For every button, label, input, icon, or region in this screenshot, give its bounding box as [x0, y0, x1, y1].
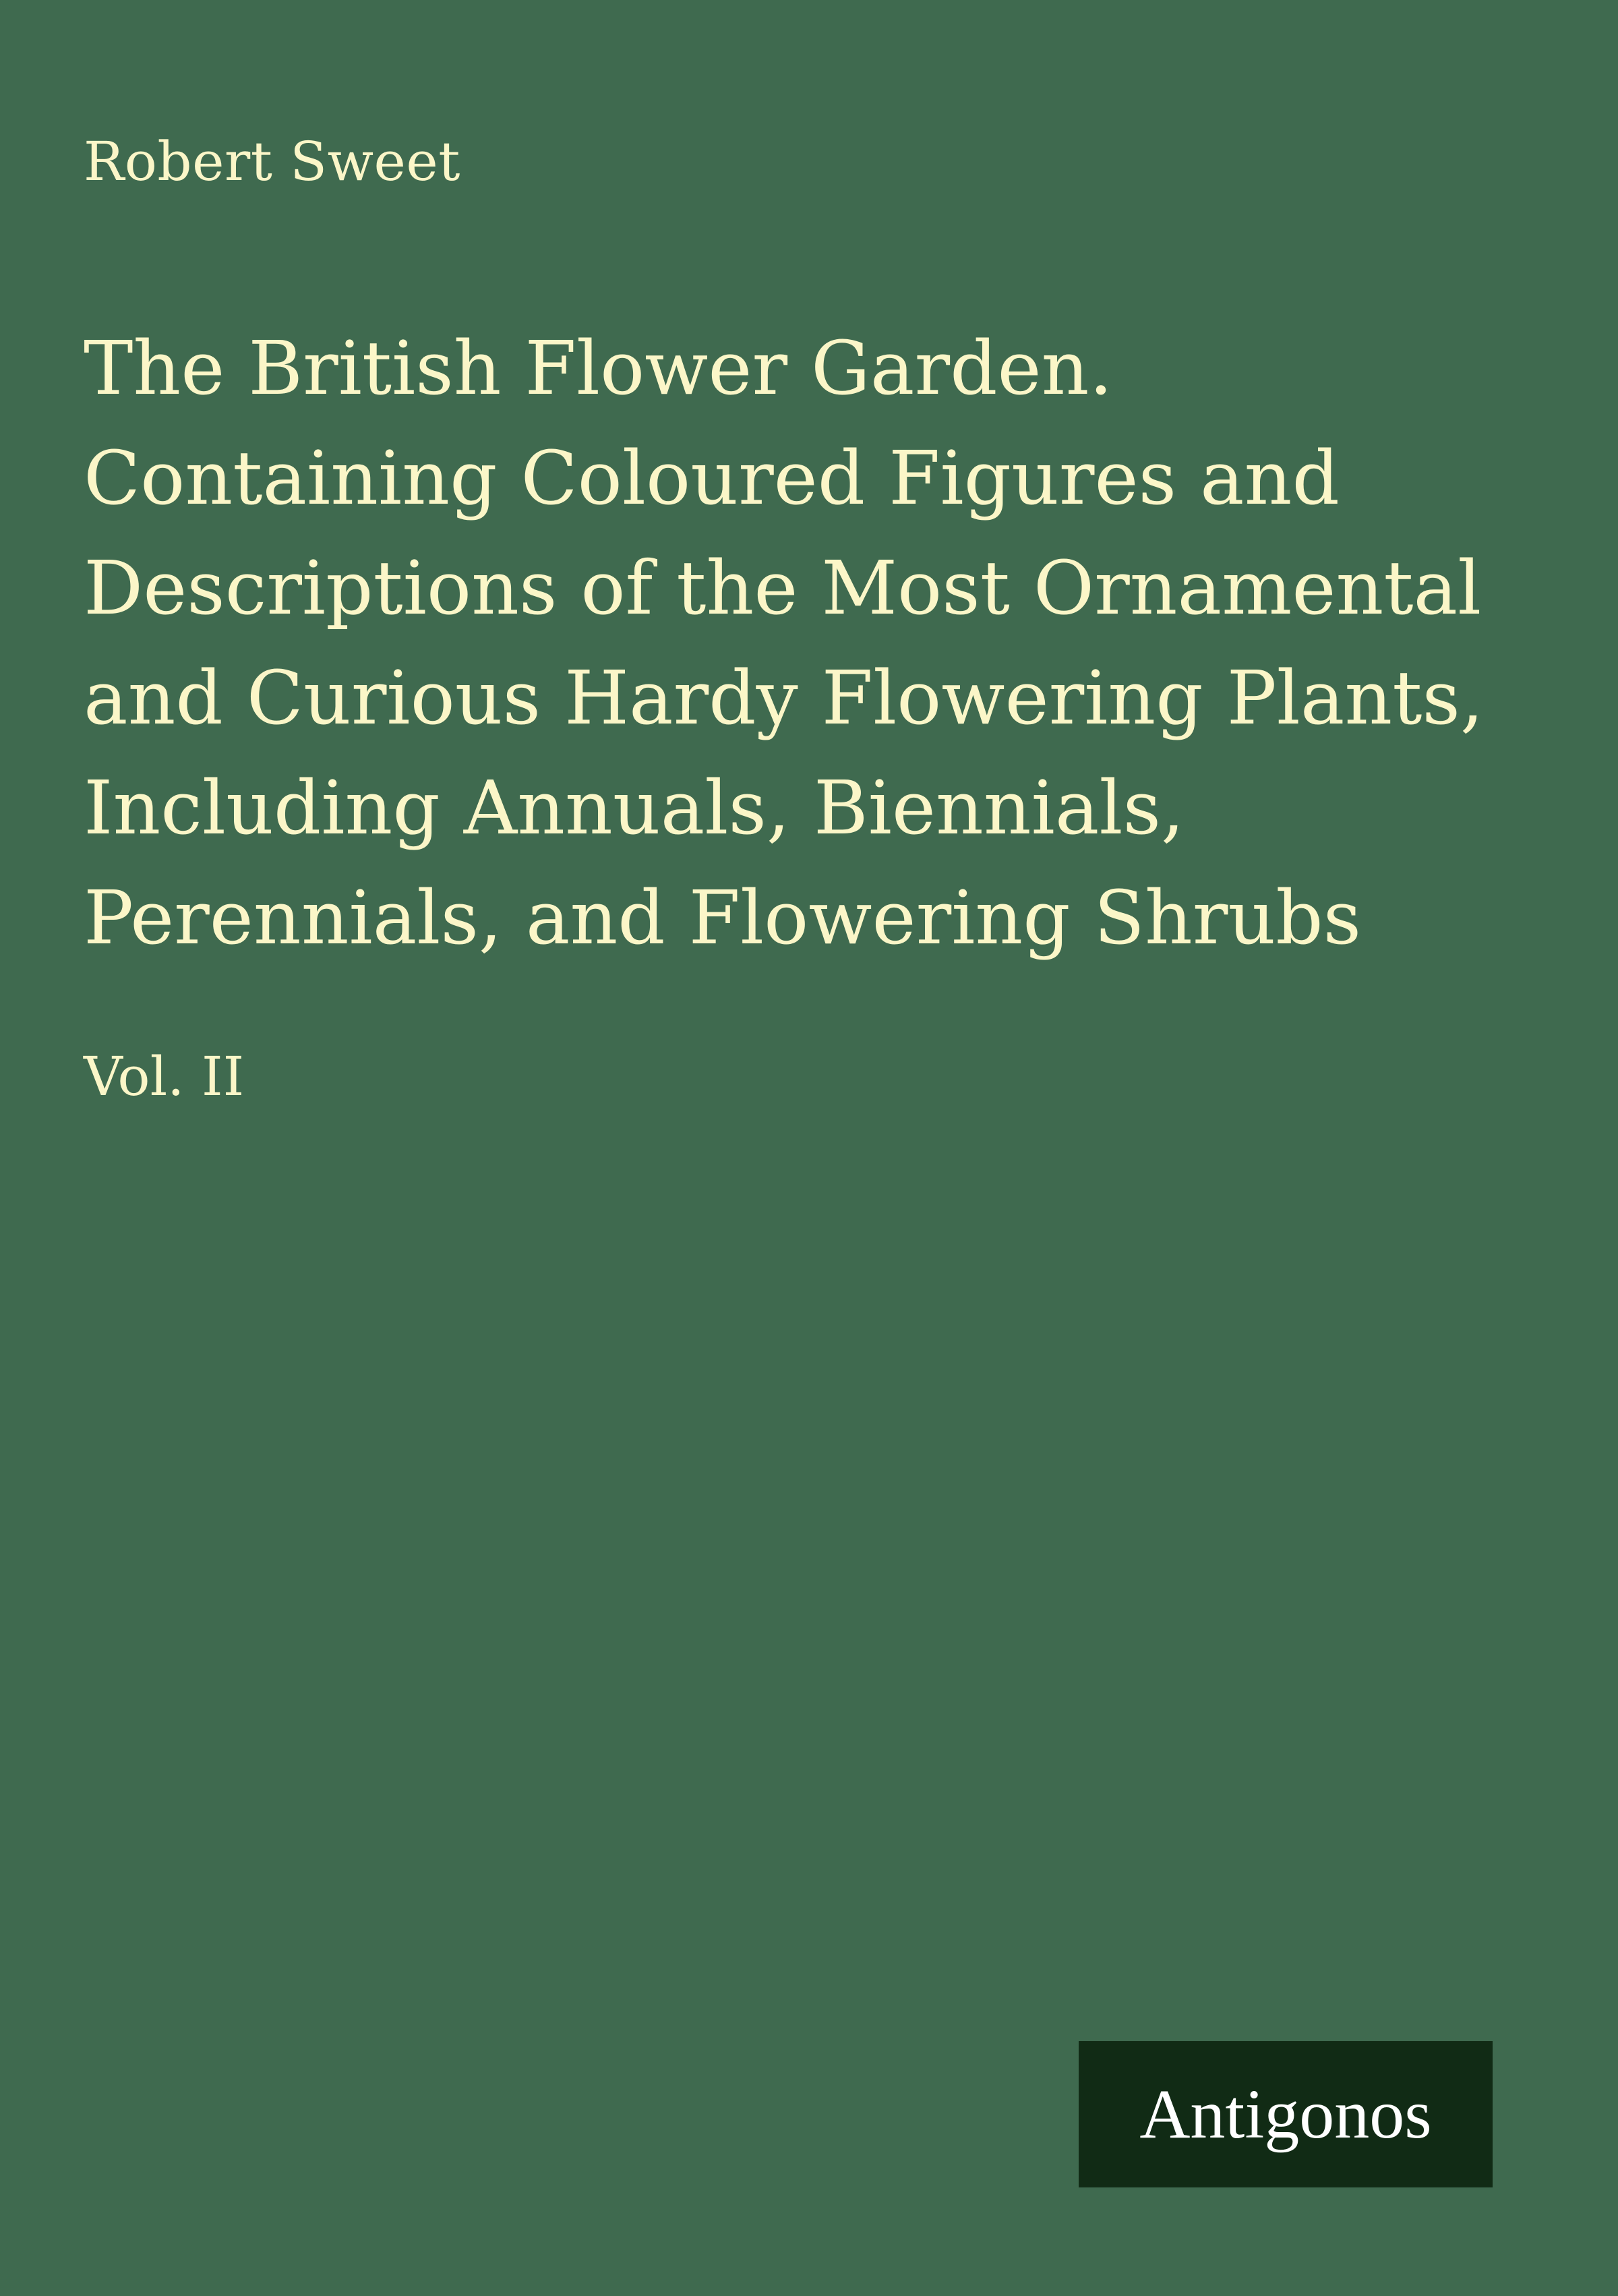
book-title: The British Flower Garden. Containing Coloured Figures and Descriptions of the Most Ornamental and Curious Hardy Flowering Plants, Including Annuals, Biennials, Perennials, and Flowering Shrubs	[84, 325, 1484, 961]
volume-label: Vol. II	[84, 1045, 245, 1108]
author-name: Robert Sweet	[84, 130, 460, 193]
publisher-name: Antigonos	[1139, 2075, 1432, 2153]
publisher-logo	[1079, 2041, 1493, 2187]
